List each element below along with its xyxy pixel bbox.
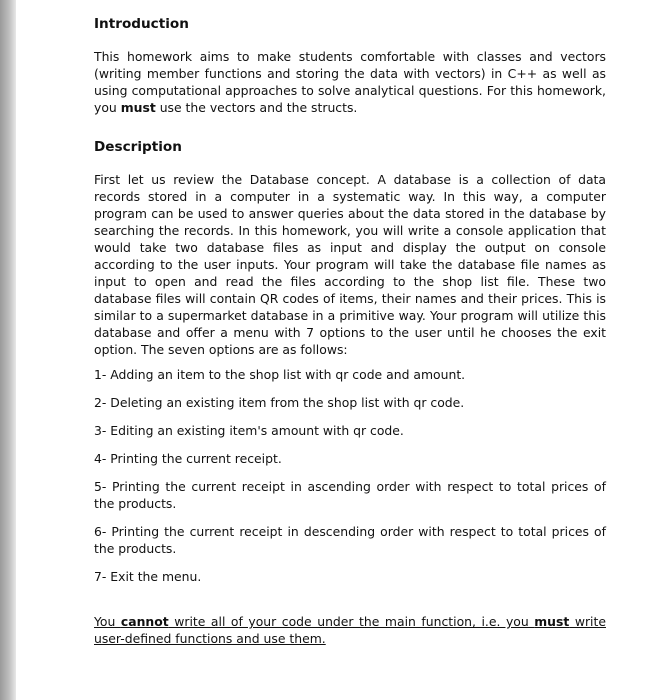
menu-option: 5- Printing the current receipt in ascending order with respect to total prices of the products. [94,479,606,511]
introduction-text-end: use the vectors and the structs. [155,100,358,115]
document-content [94,14,606,647]
description-heading: Description [94,139,182,155]
menu-option: 4- Printing the current receipt. [94,451,282,466]
requirement-note [94,613,606,647]
document-page [16,0,656,700]
description-paragraph: First let us review the Database concept. A database is a collection of data records stored in a computer in a systematic way. In this way, a computer program can be used to answer queries about the data stored in the database by searching the records. In this homework, you will write a console application that would take two database files as input and display the output on console according to the user inputs. Your program will take the database file names as input to open and read the files according to the shop list file. These two database files will contain QR codes of items, their names and their prices. This is similar to a supermarket database in a primitive way. Your program will utilize this database and offer a menu with 7 options to the user until he chooses the exit option. The seven options are as follows: [94,172,606,357]
introduction-paragraph [94,48,606,116]
menu-option: 1- Adding an item to the shop list with qr code and amount. [94,367,466,382]
introduction-text-start: This homework aims to make students comfortable with classes and vectors (writing member functions and storing the data with vectors) in C++ as well as using computational approaches to solve analytical questions. For this homework, you [94,49,606,115]
menu-option: 3- Editing an existing item's amount with qr code. [94,423,404,438]
note-must-emphasis: must [534,614,570,629]
menu-options-list [94,366,606,585]
menu-option: 2- Deleting an existing item from the shop list with qr code. [94,395,465,410]
menu-option: 7- Exit the menu. [94,569,202,584]
note-text-3: write user-defined functions and use them. [94,614,606,646]
menu-option: 6- Printing the current receipt in descending order with respect to total prices of the products. [94,524,606,556]
introduction-must-emphasis: must [120,100,156,115]
note-cannot-emphasis: cannot [120,614,169,629]
note-text-1: You [94,614,121,629]
introduction-heading: Introduction [94,16,189,32]
note-text-2: write all of your code under the main function, i.e. you [168,614,535,629]
page-edge-shadow [0,0,16,700]
